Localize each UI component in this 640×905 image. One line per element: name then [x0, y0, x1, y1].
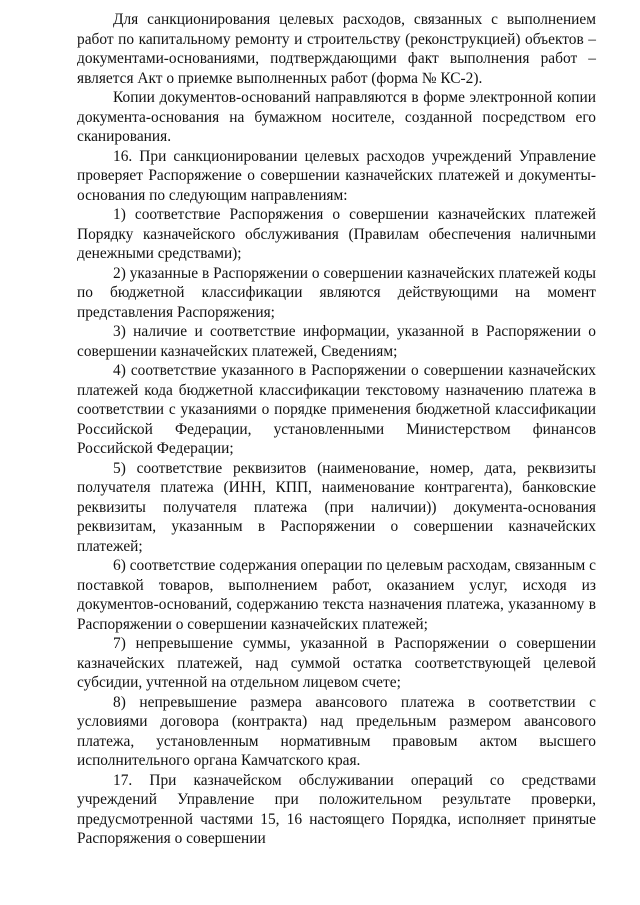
paragraph-check-3: 3) наличие и соответствие информации, указанной в Распоряжении о совершении казначейских платежей, Сведениям;: [77, 323, 596, 360]
paragraph-document-copies: Копии документов-оснований направляются в форме электронной копии документа-основания на бумажном носителе, созданной посредством его сканирования.: [77, 89, 596, 145]
paragraph-check-5: 5) соответствие реквизитов (наименование, номер, дата, реквизиты получателя платежа (ИНН, КПП, наименование контрагента), банковские реквизиты получателя платежа (при наличии)) документа-основания реквизитам, указанным в Распоряжении о совершении казначейских платежей;: [77, 459, 596, 555]
paragraph-check-1: 1) соответствие Распоряжения о совершении казначейских платежей Порядку казначейского обслуживания (Правилам обеспечения наличными денежными средствами);: [77, 206, 596, 262]
paragraph-check-2: 2) указанные в Распоряжении о совершении казначейских платежей коды по бюджетной классификации являются действующими на момент представления Распоряжения;: [77, 264, 596, 321]
paragraph-item-17: 17. При казначейском обслуживании операций со средствами учреждений Управление при положительном результате проверки, предусмотренной частями 15, 16 настоящего Порядка, исполняет принятые Распоряжения о совершении: [77, 771, 596, 847]
paragraph-check-6: 6) соответствие содержания операции по целевым расходам, связанным с поставкой товаров, выполнением работ, оказанием услуг, исходя из документов-оснований, содержанию текста назначения платежа, указанному в Распоряжении о совершении казначейских платежей;: [77, 557, 596, 633]
paragraph-ks2-act: Для санкционирования целевых расходов, связанных с выполнением работ по капитальному ремонту и строительству (реконструкцией) объектов – документами-основаниями, подтверждающими факт выполнения работ – является Акт о приемке выполненных работ (форма № КС-2).: [77, 11, 596, 87]
paragraph-item-16: 16. При санкционировании целевых расходов учреждений Управление проверяет Распоряжение о совершении казначейских платежей и документы-основания по следующим направлениям:: [77, 147, 596, 204]
paragraph-check-4: 4) соответствие указанного в Распоряжении о совершении казначейских платежей кода бюджетной классификации текстовому назначению платежа в соответствии с указаниями о порядке применения бюджетной классификации Российской Федерации, установленными Министерством финансов Российской Федерации;: [77, 362, 596, 457]
paragraph-check-8: 8) непревышение размера авансового платежа в соответствии с условиями договора (контракта) над предельным размером авансового платежа, установленным нормативным правовым актом высшего исполнительного органа Камчатского края.: [77, 693, 596, 769]
paragraph-check-7: 7) непревышение суммы, указанной в Распоряжении о совершении казначейских платежей, над суммой остатка соответствующей целевой субсидии, учтенной на отдельном лицевом счете;: [77, 635, 596, 691]
